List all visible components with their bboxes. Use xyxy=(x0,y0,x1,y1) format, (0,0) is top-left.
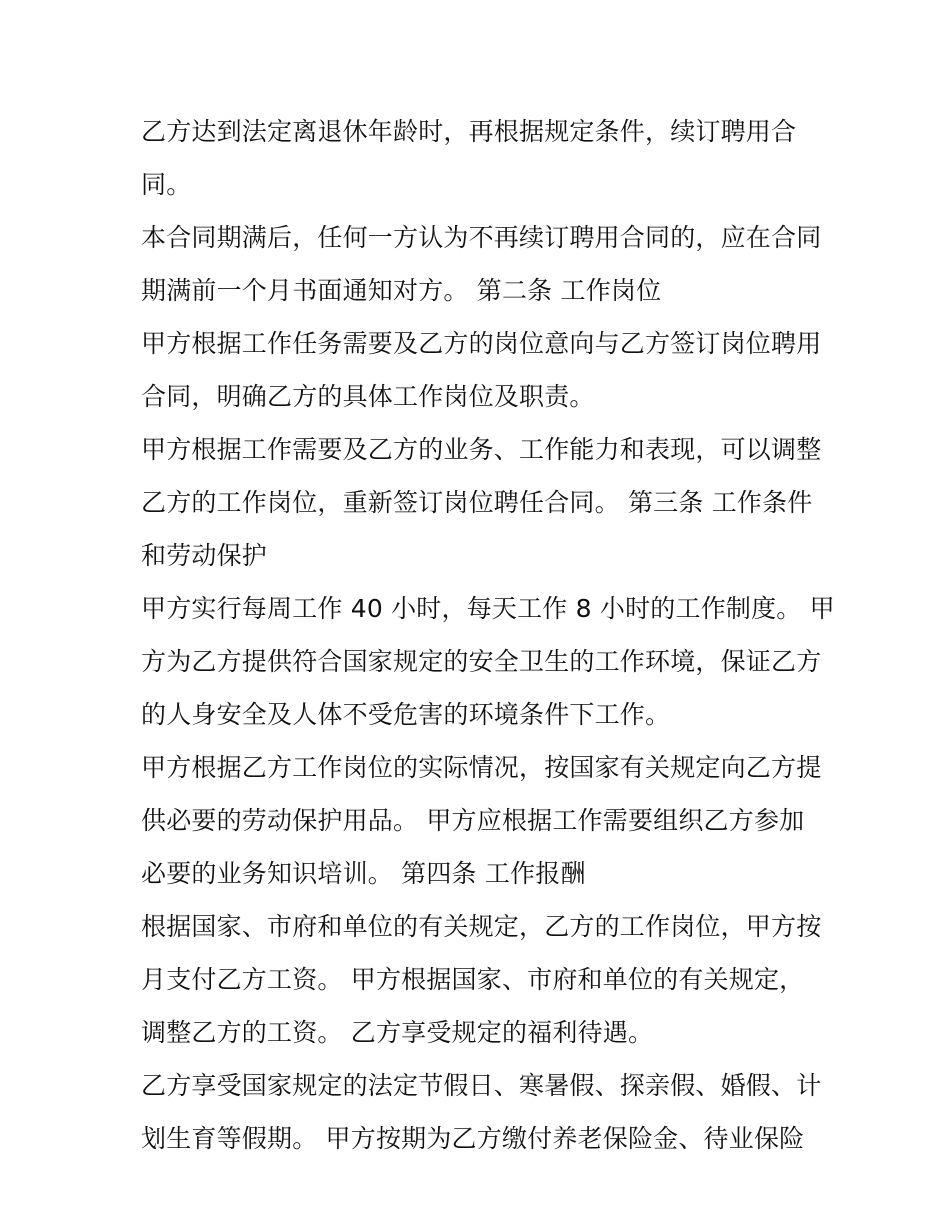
text-line: 甲方根据乙方工作岗位的实际情况，按国家有关规定向乙方提 xyxy=(141,753,822,782)
text-line: 同。 xyxy=(141,170,192,199)
text-line: 调整乙方的工资。 乙方享受规定的福利待遇。 xyxy=(141,1018,654,1047)
text-line: 乙方达到法定离退休年龄时，再根据规定条件，续订聘用合 xyxy=(141,117,797,146)
text-line: 方为乙方提供符合国家规定的安全卫生的工作环境，保证乙方 xyxy=(141,647,822,676)
text-line: 月支付乙方工资。 甲方根据国家、市府和单位的有关规定， xyxy=(141,965,805,994)
text-line: 甲方实行每周工作 40 小时，每天工作 8 小时的工作制度。 甲 xyxy=(141,594,835,623)
text-line: 期满前一个月书面通知对方。 第二条 工作岗位 xyxy=(141,276,662,305)
text-line: 的人身安全及人体不受危害的环境条件下工作。 xyxy=(141,700,671,729)
text-line: 必要的业务知识培训。 第四条 工作报酬 xyxy=(141,859,586,888)
text-line: 和劳动保护 xyxy=(141,541,268,570)
text-line: 乙方享受国家规定的法定节假日、寒暑假、探亲假、婚假、计 xyxy=(141,1071,822,1100)
text-line: 本合同期满后，任何一方认为不再续订聘用合同的，应在合同 xyxy=(141,223,822,252)
text-line: 根据国家、市府和单位的有关规定，乙方的工作岗位，甲方按 xyxy=(141,912,822,941)
document-body xyxy=(141,112,835,1172)
text-line: 乙方的工作岗位，重新签订岗位聘任合同。 第三条 工作条件 xyxy=(141,488,813,517)
text-line: 甲方根据工作任务需要及乙方的岗位意向与乙方签订岗位聘用 xyxy=(141,329,822,358)
text-line: 划生育等假期。 甲方按期为乙方缴付养老保险金、待业保险 xyxy=(141,1124,805,1153)
text-line: 供必要的劳动保护用品。 甲方应根据工作需要组织乙方参加 xyxy=(141,806,805,835)
text-line: 合同，明确乙方的具体工作岗位及职责。 xyxy=(141,382,595,411)
text-line: 甲方根据工作需要及乙方的业务、工作能力和表现，可以调整 xyxy=(141,435,822,464)
